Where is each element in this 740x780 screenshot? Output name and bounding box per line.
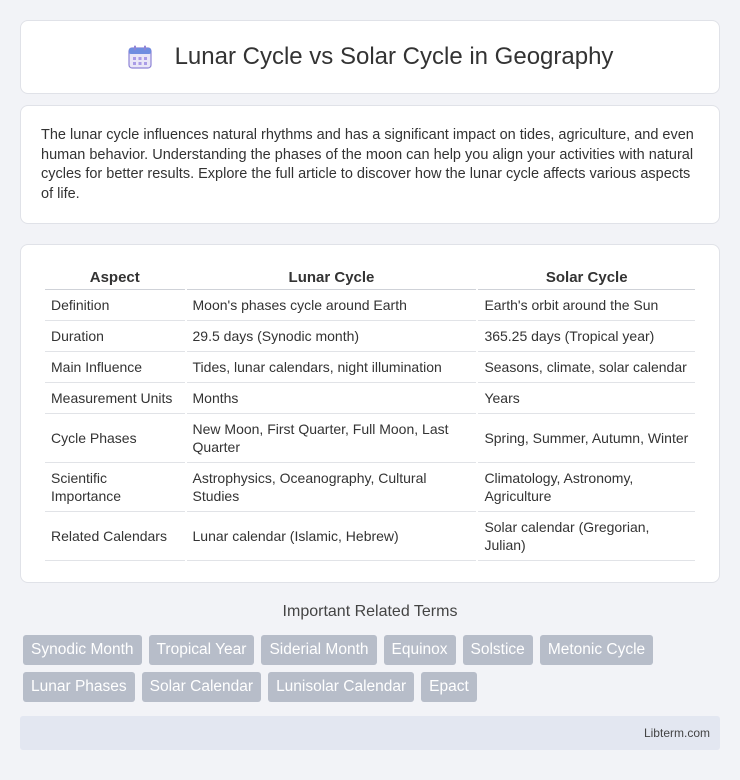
tag-tropical-year[interactable]: Tropical Year <box>149 635 255 665</box>
table-cell: Years <box>478 383 695 414</box>
tag-metonic-cycle[interactable]: Metonic Cycle <box>540 635 653 665</box>
table-row <box>45 414 695 463</box>
table-header-row <box>45 265 695 290</box>
tag-solstice[interactable]: Solstice <box>463 635 533 665</box>
tag-synodic-month[interactable]: Synodic Month <box>23 635 142 665</box>
table-cell: Climatology, Astronomy, Agriculture <box>478 463 695 512</box>
table-cell: Scientific Importance <box>45 463 185 512</box>
table-cell: Moon's phases cycle around Earth <box>187 290 477 321</box>
related-terms-list <box>23 635 723 702</box>
table-cell: Main Influence <box>45 352 185 383</box>
table-cell: 365.25 days (Tropical year) <box>478 321 695 352</box>
tag-siderial-month[interactable]: Siderial Month <box>261 635 376 665</box>
table-cell: Tides, lunar calendars, night illumination <box>187 352 477 383</box>
comparison-table <box>43 265 697 561</box>
tag-equinox[interactable]: Equinox <box>384 635 456 665</box>
column-header-aspect: Aspect <box>45 265 185 290</box>
intro-card <box>20 105 720 224</box>
page-title: Lunar Cycle vs Solar Cycle in Geography <box>174 43 614 70</box>
table-cell: Duration <box>45 321 185 352</box>
table-row <box>45 352 695 383</box>
table-row <box>45 463 695 512</box>
tag-lunar-phases[interactable]: Lunar Phases <box>23 672 135 702</box>
related-terms-title: Important Related Terms <box>282 603 458 620</box>
table-row <box>45 290 695 321</box>
table-cell: Astrophysics, Oceanography, Cultural Studies <box>187 463 477 512</box>
footer <box>20 716 720 750</box>
table-row <box>45 512 695 561</box>
table-cell: Definition <box>45 290 185 321</box>
tag-lunisolar-calendar[interactable]: Lunisolar Calendar <box>268 672 414 702</box>
table-cell: Months <box>187 383 477 414</box>
table-cell: New Moon, First Quarter, Full Moon, Last Quarter <box>187 414 477 463</box>
footer-site-link[interactable]: Libterm.com <box>643 726 710 740</box>
tag-solar-calendar[interactable]: Solar Calendar <box>142 672 261 702</box>
table-row <box>45 321 695 352</box>
column-header-solar: Solar Cycle <box>478 265 695 290</box>
column-header-lunar: Lunar Cycle <box>187 265 477 290</box>
comparison-table-card <box>20 244 720 583</box>
table-row <box>45 383 695 414</box>
table-cell: Measurement Units <box>45 383 185 414</box>
table-cell: Related Calendars <box>45 512 185 561</box>
tag-epact[interactable]: Epact <box>421 672 477 702</box>
table-cell: Earth's orbit around the Sun <box>478 290 695 321</box>
header-card <box>20 20 720 94</box>
calendar-icon <box>127 44 153 70</box>
table-cell: Seasons, climate, solar calendar <box>478 352 695 383</box>
table-cell: Spring, Summer, Autumn, Winter <box>478 414 695 463</box>
table-cell: Cycle Phases <box>45 414 185 463</box>
table-cell: Lunar calendar (Islamic, Hebrew) <box>187 512 477 561</box>
table-cell: 29.5 days (Synodic month) <box>187 321 477 352</box>
intro-text: The lunar cycle influences natural rhythms and has a significant impact on tides, agriculture, and even human behavior. Understanding the phases of the moon can help you align your activities with natural cycles for better results. Explore the full article to discover how the lunar cycle affects various aspects of life. <box>41 127 694 202</box>
table-cell: Solar calendar (Gregorian, Julian) <box>478 512 695 561</box>
